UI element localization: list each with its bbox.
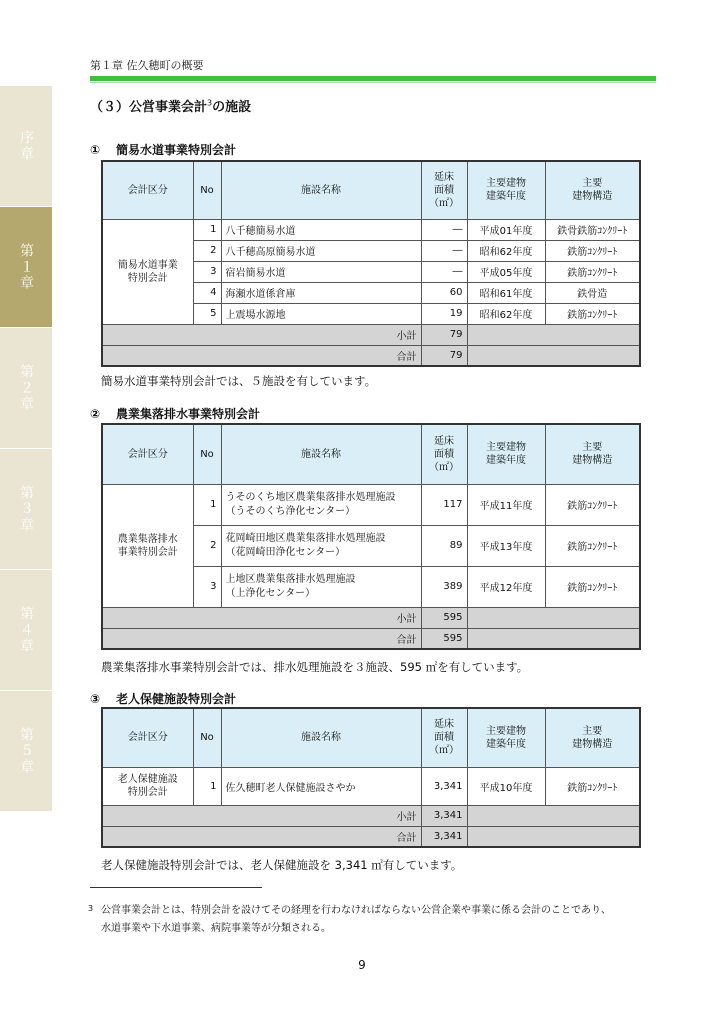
row-no: 4 <box>193 282 221 303</box>
chapter-tab-label: 序章 <box>18 130 34 162</box>
footnote-text: 公営事業会計とは、特別会計を設けてその経理を行わなければならない公営企業や事業に係る会計のことであり、 <box>101 905 611 916</box>
col-header-year-l1: 主要建物 <box>486 442 526 454</box>
build-year: 昭和62年度 <box>467 240 545 261</box>
chapter-tab-label: 第４章 <box>18 606 34 654</box>
col-header-area-l1: 延床 <box>434 171 454 183</box>
subtotal-empty <box>467 324 640 345</box>
col-header-structure-l1: 主要 <box>582 442 603 454</box>
facility-name: 海瀬水道係倉庫 <box>221 282 421 303</box>
total-value: 79 <box>421 345 467 366</box>
structure: 鉄筋ｺﾝｸﾘｰﾄ <box>545 484 640 525</box>
structure: 鉄骨造 <box>545 282 640 303</box>
subsection-title-1 <box>90 141 236 158</box>
col-header-year <box>467 161 545 219</box>
col-header-structure-l2: 建物構造 <box>572 738 613 750</box>
structure: 鉄筋ｺﾝｸﾘｰﾄ <box>545 767 640 805</box>
col-header-area-l1: 延床 <box>434 435 454 447</box>
col-header-area <box>421 708 467 767</box>
category-line: 特別会計 <box>127 272 168 284</box>
facility-table-3 <box>101 707 641 848</box>
category-cell <box>102 767 193 805</box>
col-header-area <box>421 161 467 219</box>
footnote-line-2: 水道事業や下水道事業、病院事業等が分類される。 <box>101 922 331 934</box>
structure: 鉄筋ｺﾝｸﾘｰﾄ <box>545 566 640 607</box>
row-no: 3 <box>193 566 221 607</box>
col-header-year-l2: 建築年度 <box>486 191 526 203</box>
facility-name-line: （上浄化センター） <box>225 587 316 599</box>
build-year: 平成05年度 <box>467 261 545 282</box>
table-header-row <box>102 708 640 767</box>
total-label: 合計 <box>102 628 421 649</box>
footnote-rule <box>90 887 262 888</box>
facility-table-1 <box>101 160 641 367</box>
subtotal-label: 小計 <box>102 324 421 345</box>
col-header-no: No <box>193 424 221 484</box>
subsection-title-text: 農業集落排水事業特別会計 <box>116 407 261 421</box>
floor-area: 89 <box>421 525 467 566</box>
build-year: 平成13年度 <box>467 525 545 566</box>
structure: 鉄骨鉄筋ｺﾝｸﾘｰﾄ <box>545 219 640 240</box>
subtotal-row <box>102 805 640 826</box>
chapter-tab-label: 第５章 <box>18 727 34 775</box>
col-header-no: No <box>193 161 221 219</box>
facility-name <box>221 484 421 525</box>
chapter-tabs <box>0 86 52 812</box>
col-header-year-l1: 主要建物 <box>486 725 526 737</box>
col-header-category: 会計区分 <box>102 424 193 484</box>
category-cell <box>102 484 193 607</box>
row-no: 1 <box>193 767 221 805</box>
subtotal-value: 79 <box>421 324 467 345</box>
col-header-area-l3: （㎡） <box>429 461 459 473</box>
category-cell <box>102 219 193 324</box>
col-header-structure-l2: 建物構造 <box>572 455 613 467</box>
subtotal-value: 595 <box>421 607 467 628</box>
footnote <box>88 902 668 937</box>
facility-name: 八千穂高原簡易水道 <box>221 240 421 261</box>
floor-area: 117 <box>421 484 467 525</box>
category-line: 農業集落排水 <box>117 533 178 545</box>
structure: 鉄筋ｺﾝｸﾘｰﾄ <box>545 525 640 566</box>
facility-table-2 <box>101 423 641 650</box>
subtotal-empty <box>467 805 640 826</box>
structure: 鉄筋ｺﾝｸﾘｰﾄ <box>545 303 640 324</box>
row-no: 3 <box>193 261 221 282</box>
col-header-area <box>421 424 467 484</box>
col-header-year <box>467 708 545 767</box>
total-empty <box>467 826 640 847</box>
table-header-row <box>102 424 640 484</box>
col-header-structure-l2: 建物構造 <box>572 191 613 203</box>
col-header-area-l3: （㎡） <box>429 197 459 209</box>
col-header-year-l1: 主要建物 <box>486 178 526 190</box>
row-no: 2 <box>193 525 221 566</box>
col-header-area-l3: （㎡） <box>429 745 459 757</box>
col-header-category: 会計区分 <box>102 161 193 219</box>
facility-name-line: 花岡崎田地区農業集落排水処理施設 <box>225 533 386 544</box>
running-header: 第１章 佐久穂町の概要 <box>90 59 204 72</box>
build-year: 平成11年度 <box>467 484 545 525</box>
row-no: 2 <box>193 240 221 261</box>
chapter-tab-2[interactable] <box>0 328 52 449</box>
floor-area: ― <box>421 219 467 240</box>
section-title-text: （３）公営事業会計 <box>90 100 208 115</box>
footnote-mark: 3 <box>88 904 94 913</box>
chapter-tab-intro[interactable] <box>0 86 52 207</box>
col-header-structure <box>545 424 640 484</box>
subtotal-row <box>102 607 640 628</box>
section-title-suffix: の施設 <box>212 100 252 115</box>
col-header-structure-l1: 主要 <box>582 725 603 737</box>
category-line: 事業特別会計 <box>117 546 178 558</box>
chapter-tab-4[interactable] <box>0 570 52 691</box>
chapter-tab-label: 第３章 <box>18 485 34 533</box>
structure: 鉄筋ｺﾝｸﾘｰﾄ <box>545 261 640 282</box>
table-row <box>102 484 640 525</box>
facility-name <box>221 525 421 566</box>
subsection-number: ② <box>90 407 101 421</box>
category-line: 特別会計 <box>127 787 168 798</box>
table-header-row <box>102 161 640 219</box>
subtotal-empty <box>467 607 640 628</box>
total-value: 3,341 <box>421 826 467 847</box>
total-value: 595 <box>421 628 467 649</box>
subsection-number: ① <box>90 143 101 157</box>
footnote-ref[interactable]: 3 <box>207 98 213 108</box>
facility-name: 上震場水源地 <box>221 303 421 324</box>
total-label: 合計 <box>102 826 421 847</box>
row-no: 1 <box>193 219 221 240</box>
total-empty <box>467 628 640 649</box>
facility-name-line: 上地区農業集落排水処理施設 <box>225 574 356 585</box>
row-no: 5 <box>193 303 221 324</box>
chapter-tab-1[interactable] <box>0 207 52 328</box>
subsection-title-text: 老人保健施設特別会計 <box>116 692 237 706</box>
total-row <box>102 826 640 847</box>
header-rule <box>90 76 656 81</box>
header-rule-thin <box>90 82 656 83</box>
col-header-year <box>467 424 545 484</box>
facility-name: 佐久穂町老人保健施設さやか <box>221 767 421 805</box>
section-title <box>90 96 251 115</box>
col-header-name: 施設名称 <box>221 708 421 767</box>
table-row <box>102 767 640 805</box>
subtotal-value: 3,341 <box>421 805 467 826</box>
build-year: 平成01年度 <box>467 219 545 240</box>
footnote-line-1 <box>88 902 668 920</box>
floor-area: ― <box>421 261 467 282</box>
chapter-tab-label: 第２章 <box>18 364 34 412</box>
facility-name: 宿岩簡易水道 <box>221 261 421 282</box>
facility-name <box>221 566 421 607</box>
col-header-structure <box>545 708 640 767</box>
table-3-note: 老人保健施設特別会計では、老人保健施設を 3,341 ㎡有しています。 <box>101 858 463 872</box>
subsection-title-3 <box>90 690 236 707</box>
subtotal-label: 小計 <box>102 805 421 826</box>
floor-area: 3,341 <box>421 767 467 805</box>
chapter-tab-label: 第１章 <box>18 243 34 291</box>
table-1-note: 簡易水道事業特別会計では、５施設を有しています。 <box>101 374 377 388</box>
table-2-note: 農業集落排水事業特別会計では、排水処理施設を３施設、595 ㎡を有しています。 <box>101 660 529 674</box>
page-number: 9 <box>358 958 366 972</box>
table-row <box>102 219 640 240</box>
total-label: 合計 <box>102 345 421 366</box>
floor-area: 19 <box>421 303 467 324</box>
facility-name: 八千穂簡易水道 <box>221 219 421 240</box>
col-header-area-l1: 延床 <box>434 719 454 731</box>
floor-area: 389 <box>421 566 467 607</box>
col-header-year-l2: 建築年度 <box>486 455 526 467</box>
build-year: 平成10年度 <box>467 767 545 805</box>
subsection-title-text: 簡易水道事業特別会計 <box>116 143 237 157</box>
col-header-no: No <box>193 708 221 767</box>
row-no: 1 <box>193 484 221 525</box>
col-header-area-l2: 面積 <box>434 184 454 196</box>
subsection-number: ③ <box>90 692 101 706</box>
subsection-title-2 <box>90 405 260 422</box>
facility-name-line: （うそのくち浄化センター） <box>225 505 356 517</box>
subtotal-row <box>102 324 640 345</box>
build-year: 昭和61年度 <box>467 282 545 303</box>
subtotal-label: 小計 <box>102 607 421 628</box>
col-header-name: 施設名称 <box>221 161 421 219</box>
col-header-area-l2: 面積 <box>434 732 454 744</box>
floor-area: 60 <box>421 282 467 303</box>
build-year: 昭和62年度 <box>467 303 545 324</box>
total-row <box>102 345 640 366</box>
col-header-structure-l1: 主要 <box>582 178 603 190</box>
col-header-category: 会計区分 <box>102 708 193 767</box>
col-header-area-l2: 面積 <box>434 448 454 460</box>
floor-area: ― <box>421 240 467 261</box>
col-header-year-l2: 建築年度 <box>486 738 526 750</box>
facility-name-line: うそのくち地区農業集落排水処理施設 <box>225 492 396 503</box>
col-header-structure <box>545 161 640 219</box>
total-empty <box>467 345 640 366</box>
build-year: 平成12年度 <box>467 566 545 607</box>
structure: 鉄筋ｺﾝｸﾘｰﾄ <box>545 240 640 261</box>
total-row <box>102 628 640 649</box>
category-line: 簡易水道事業 <box>117 259 178 271</box>
col-header-name: 施設名称 <box>221 424 421 484</box>
facility-name-line: （花岡崎田浄化センター） <box>225 546 346 558</box>
chapter-tab-3[interactable] <box>0 449 52 570</box>
category-line: 老人保健施設 <box>117 774 178 785</box>
chapter-tab-5[interactable] <box>0 691 52 812</box>
